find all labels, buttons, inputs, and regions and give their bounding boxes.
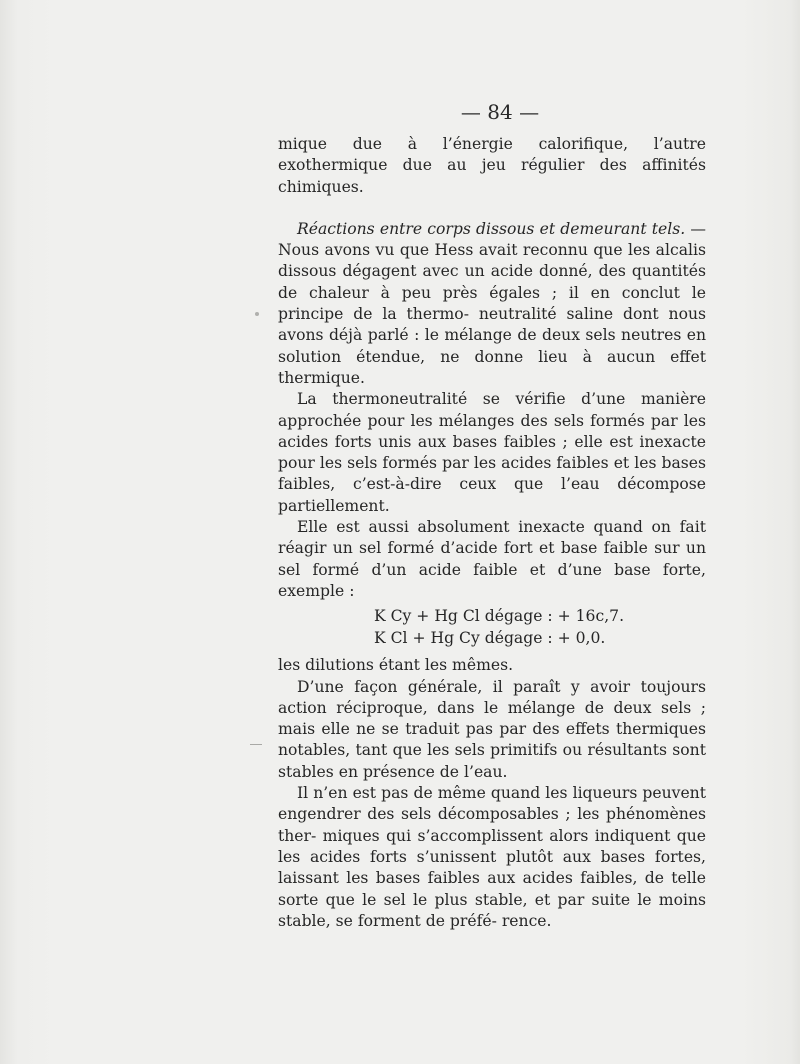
text-line: aucun effet thermique. xyxy=(278,347,706,387)
text-line: un sel formé d’acide fort et base faible sur un sel formé xyxy=(278,539,706,579)
equation-line: K Cy + Hg Cl dégage : + 16c,7. xyxy=(374,607,625,626)
text-line: d’un acide faible et d’une base forte, exemple : xyxy=(278,560,706,600)
text-line: à peu près égales ; il en conclut le principe de la thermo- xyxy=(278,283,706,324)
text-line: Il n’en est pas de même quand les liqueurs peuvent xyxy=(297,784,706,803)
paragraph-inexacte xyxy=(278,517,706,602)
chemical-equations xyxy=(278,606,706,649)
text-line: aux bases faibles ; elle est inexacte pour les sels formés par xyxy=(278,432,707,473)
text-line: l’eau décompose partiellement. xyxy=(278,475,706,515)
text-line: pour les mélanges des sels formés par les acides forts unis xyxy=(278,411,706,451)
text-line: La thermoneutralité se vérifie d’une manière approchée xyxy=(278,390,706,430)
text-line: avons vu que Hess avait reconnu que les alcalis dissous xyxy=(278,241,706,281)
text-line: D’une façon générale, il paraît y avoir toujours action xyxy=(278,677,706,717)
paragraph-continuation xyxy=(278,134,706,198)
text-line: miques qui s’accomplissent alors indiquent que les acides xyxy=(278,826,706,866)
paragraph-dilutions xyxy=(278,655,706,676)
text-line: mique due à l’énergie calorifique, l’autre exothermique xyxy=(278,135,706,175)
paragraph-liqueurs xyxy=(278,783,706,932)
text-line: de deux sels neutres en solution étendue, ne donne lieu à xyxy=(278,326,707,366)
text-line: les dilutions étant les mêmes. xyxy=(278,656,514,675)
text-line: les acides faibles et les bases faibles, c’est-à-dire ceux que xyxy=(278,454,706,494)
paragraph-facon-generale xyxy=(278,677,706,783)
paragraph-section-reactions xyxy=(278,219,706,389)
scan-mark xyxy=(250,744,262,745)
text-line: neutralité saline dont nous avons déjà parlé : le mélange xyxy=(278,305,706,345)
text-line: stable, et par suite le moins stable, se forment de préfé- xyxy=(278,890,706,930)
body-text xyxy=(278,134,706,932)
text-line: les sels primitifs ou résultants sont stables en présence de xyxy=(278,741,706,781)
text-line: rence. xyxy=(501,911,552,930)
text-line: l’eau. xyxy=(464,762,508,781)
section-heading: Réactions entre corps dissous et demeurant tels. xyxy=(297,219,686,238)
page-number: — 84 — xyxy=(460,100,540,124)
equation-line: K Cl + Hg Cy dégage : + 0,0. xyxy=(374,628,606,647)
text-line: réciproque, dans le mélange de deux sels ; mais elle ne se xyxy=(278,698,706,739)
text-line: Elle est aussi absolument inexacte quand on fait réagir xyxy=(278,518,706,558)
text-line: due au jeu régulier des affinités chimiques. xyxy=(278,156,706,196)
paragraph-thermoneutralite xyxy=(278,389,706,517)
scan-speck xyxy=(255,312,259,316)
heading-dash: — Nous xyxy=(278,219,706,260)
text-line: faibles aux acides faibles, de telle sorte que le sel le plus xyxy=(278,869,706,909)
text-line: engendrer des sels décomposables ; les phénomènes ther- xyxy=(278,805,706,845)
text-line: traduit pas par des effets thermiques notables, tant que xyxy=(278,720,706,760)
text-line: dégagent avec un acide donné, des quantités de chaleur xyxy=(278,262,706,302)
text-line: forts s’unissent plutôt aux bases fortes, laissant les bases xyxy=(278,847,707,888)
